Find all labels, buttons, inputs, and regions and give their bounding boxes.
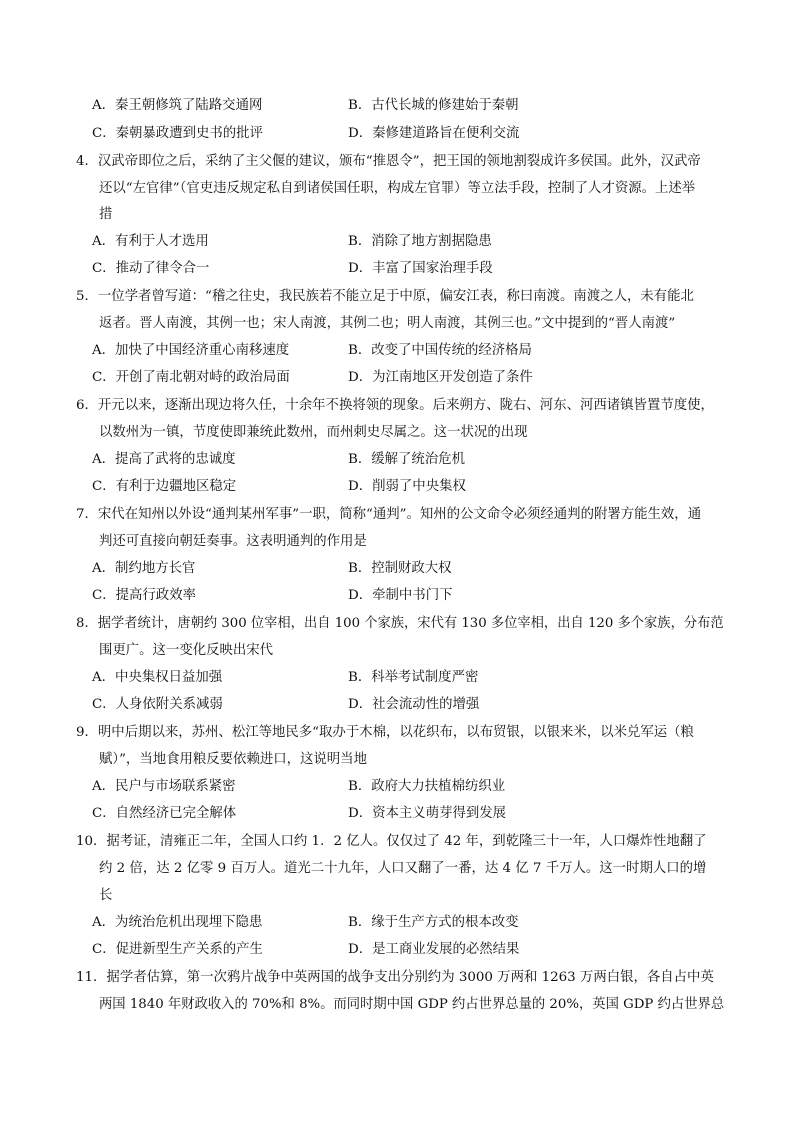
q10-option-c[interactable]: C．促进新型生产关系的产生 [92,942,263,957]
q5-option-d[interactable]: D．为江南地区开发创造了条件 [348,370,533,385]
q7-option-d[interactable]: D．牵制中书门下 [348,588,453,603]
q11-stem-line-2: 两国 1840 年财政收入的 70%和 8%。而同时期中国 GDP 约占世界总量的 20%，英国 GDP 约占世界总 [99,997,725,1012]
q6-option-a[interactable]: A．提高了武将的忠诚度 [92,452,236,467]
q6-option-c[interactable]: C．有利于边疆地区稳定 [92,479,237,494]
q9-option-d[interactable]: D．资本主义萌芽得到发展 [348,806,507,821]
q4-option-d[interactable]: D．丰富了国家治理手段 [348,261,493,276]
q4-stem-line-3: 措 [99,207,113,222]
q7-option-b[interactable]: B．控制财政大权 [348,561,452,576]
q5-option-c[interactable]: C．开创了南北朝对峙的政治局面 [92,370,290,385]
q3-option-d[interactable]: D．秦修建道路旨在便利交流 [348,126,520,141]
q8-option-b[interactable]: B．科举考试制度严密 [348,670,479,685]
q8-option-c[interactable]: C．人身依附关系减弱 [92,697,223,712]
q7-stem-line-2: 判还可直接向朝廷奏事。这表明通判的作用是 [99,534,367,549]
q6-stem-line-1: 6．开元以来，逐渐出现边将久任，十余年不换将领的现象。后来朔方、陇右、河东、河西诸镇皆置节度使， [76,398,714,413]
q10-stem-line-1: 10．据考证，清雍正二年，全国人口约 1．2 亿人。仅仅过了 42 年，到乾隆三十一年，人口爆炸性地翻了 [76,834,707,849]
q9-stem-line-2: 赋）”，当地食用粮反要依赖进口，这说明当地 [99,752,367,767]
q3-option-c[interactable]: C．秦朝暴政遭到史书的批评 [92,126,263,141]
q4-stem-line-1: 4．汉武帝即位之后，采纳了主父偃的建议，颁布“推恩令”，把王国的领地割裂成许多侯国。此外，汉武帝 [76,154,701,169]
q6-option-b[interactable]: B．缓解了统治危机 [348,452,465,467]
q10-option-a[interactable]: A．为统治危机出现埋下隐患 [92,915,263,930]
q5-option-b[interactable]: B．改变了中国传统的经济格局 [348,343,532,358]
q8-option-a[interactable]: A．中央集权日益加强 [92,670,223,685]
q10-option-b[interactable]: B．缘于生产方式的根本改变 [348,915,519,930]
q6-stem-line-2: 以数州为一镇，节度使即兼统此数州，而州刺史尽属之。这一状况的出现 [99,425,528,440]
q5-option-a[interactable]: A．加快了中国经济重心南移速度 [92,343,290,358]
q4-stem-line-2: 还以“左官律”（官吏违反规定私自到诸侯国任职，构成左官罪）等立法手段，控制了人才资源。上述举 [99,181,696,196]
q8-option-d[interactable]: D．社会流动性的增强 [348,697,480,712]
q7-option-c[interactable]: C．提高行政效率 [92,588,196,603]
q6-option-d[interactable]: D．削弱了中央集权 [348,479,466,494]
q10-stem-line-3: 长 [99,888,113,903]
q4-option-a[interactable]: A．有利于人才选用 [92,234,209,249]
q9-option-c[interactable]: C．自然经济已完全解体 [92,806,237,821]
q10-option-d[interactable]: D．是工商业发展的必然结果 [348,942,520,957]
q9-stem-line-1: 9．明中后期以来，苏州、松江等地民多“取办于木棉，以花织布，以布贸银，以银来米，以米兑军运（粮 [76,725,694,740]
q5-stem-line-2: 返者。晋人南渡，其例一也；宋人南渡，其例二也；明人南渡，其例三也。”文中提到的“晋人南渡” [99,316,676,331]
q5-stem-line-1: 5．一位学者曾写道：“稽之往史，我民族若不能立足于中原，偏安江表，称曰南渡。南渡之人，未有能北 [76,289,694,304]
q8-stem-line-1: 8．据学者统计，唐朝约 300 位宰相，出自 100 个家族，宋代有 130 多位宰相，出自 120 多个家族，分布范 [76,616,724,631]
q7-stem-line-1: 7．宋代在知州以外设“通判某州军事”一职，简称“通判”。知州的公文命令必须经通判的附署方能生效，通 [76,507,702,522]
q11-stem-line-1: 11．据学者估算，第一次鸦片战争中英两国的战争支出分别约为 3000 万两和 1263 万两白银，各自占中英 [76,970,714,985]
q7-option-a[interactable]: A．制约地方长官 [92,561,196,576]
q4-option-b[interactable]: B．消除了地方割据隐患 [348,234,492,249]
q9-option-a[interactable]: A．民户与市场联系紧密 [92,779,236,794]
q3-option-b[interactable]: B．古代长城的修建始于秦朝 [348,98,519,113]
q9-option-b[interactable]: B．政府大力扶植棉纺织业 [348,779,506,794]
q10-stem-line-2: 约 2 倍，达 2 亿零 9 百万人。道光二十九年，人口又翻了一番，达 4 亿 7 千万人。这一时期人口的增 [99,861,707,876]
q4-option-c[interactable]: C．推动了律令合一 [92,261,210,276]
q8-stem-line-2: 围更广。这一变化反映出宋代 [99,643,274,658]
q3-option-a[interactable]: A．秦王朝修筑了陆路交通网 [92,98,263,113]
